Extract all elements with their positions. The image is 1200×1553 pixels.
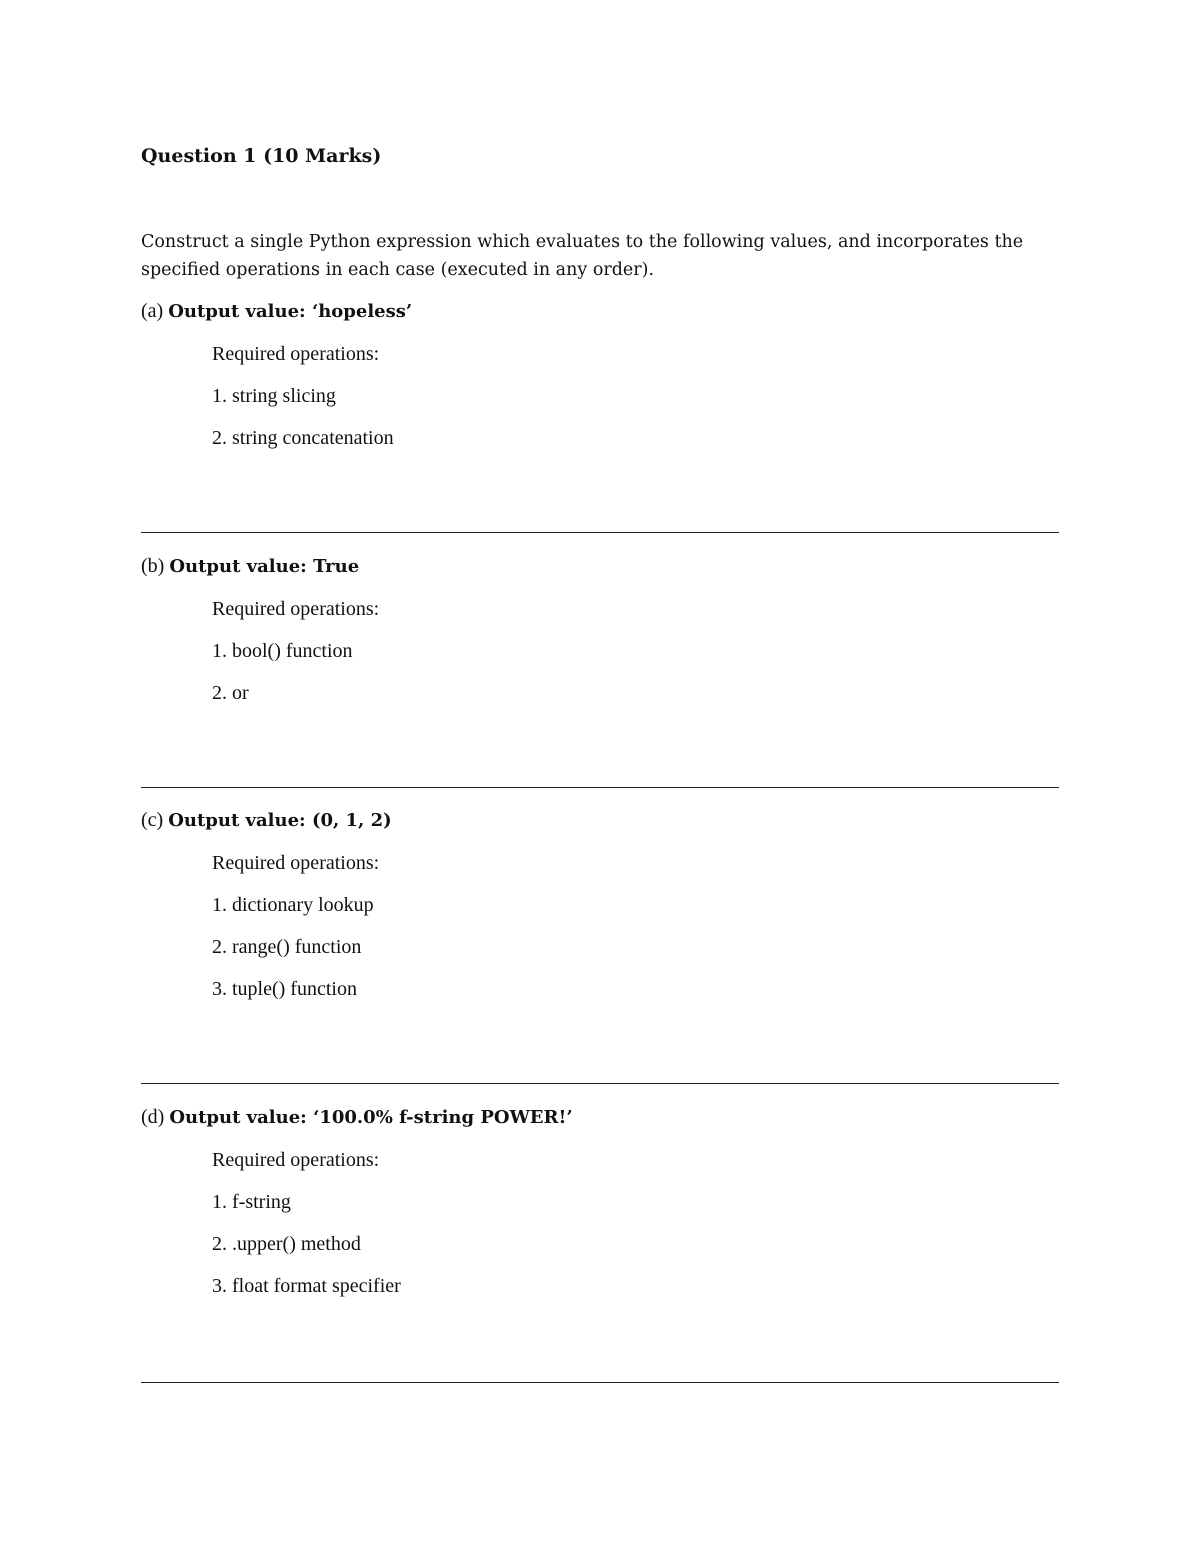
- part-c-operation-2: 2. range() function: [212, 936, 362, 958]
- part-b-heading: [141, 552, 1061, 581]
- question-title: Question 1 (10 Marks): [141, 145, 382, 167]
- part-a-heading: [141, 297, 1061, 326]
- part-d-label: (d): [141, 1106, 165, 1128]
- part-b-operation-2: 2. or: [212, 682, 249, 704]
- part-a-operations-title: Required operations:: [212, 343, 380, 365]
- part-d-operations-title: Required operations:: [212, 1149, 380, 1171]
- part-b-operations-title: Required operations:: [212, 598, 380, 620]
- question-instructions: [141, 228, 1041, 284]
- part-b-output-value: Output value: True: [169, 556, 360, 577]
- part-c-label: (c): [141, 809, 164, 831]
- part-a-label: (a): [141, 300, 164, 322]
- part-d-heading: [141, 1103, 1061, 1132]
- part-a-operation-2: 2. string concatenation: [212, 427, 394, 449]
- part-b-label: (b): [141, 555, 165, 577]
- part-b-operation-1: 1. bool() function: [212, 640, 353, 662]
- part-b: [141, 552, 1061, 707]
- part-d-operation-2: 2. .upper() method: [212, 1233, 361, 1255]
- part-d-operation-3: 3. float format specifier: [212, 1275, 401, 1297]
- part-d-operations: [212, 1146, 1061, 1300]
- part-c-operations-title: Required operations:: [212, 852, 380, 874]
- divider-c: [141, 1083, 1059, 1084]
- part-a-operations: [212, 340, 1061, 452]
- part-a: [141, 297, 1061, 452]
- part-c-output-value: Output value: (0, 1, 2): [168, 810, 392, 831]
- instructions-line-2: specified operations in each case (executed in any order).: [141, 260, 655, 280]
- part-b-operations: [212, 595, 1061, 707]
- part-a-operation-1: 1. string slicing: [212, 385, 336, 407]
- instructions-line-1: Construct a single Python expression which evaluates to the following values, and incorporates the: [141, 232, 1024, 252]
- part-d: [141, 1103, 1061, 1300]
- part-c-operation-1: 1. dictionary lookup: [212, 894, 374, 916]
- divider-b: [141, 787, 1059, 788]
- divider-d: [141, 1382, 1059, 1383]
- part-d-operation-1: 1. f-string: [212, 1191, 291, 1213]
- divider-a: [141, 532, 1059, 533]
- part-d-output-value: Output value: ‘100.0% f-string POWER!’: [169, 1107, 573, 1128]
- part-a-output-value: Output value: ‘hopeless’: [168, 301, 413, 322]
- part-c-operation-3: 3. tuple() function: [212, 978, 357, 1000]
- part-c-operations: [212, 849, 1061, 1003]
- part-c: [141, 806, 1061, 1003]
- part-c-heading: [141, 806, 1061, 835]
